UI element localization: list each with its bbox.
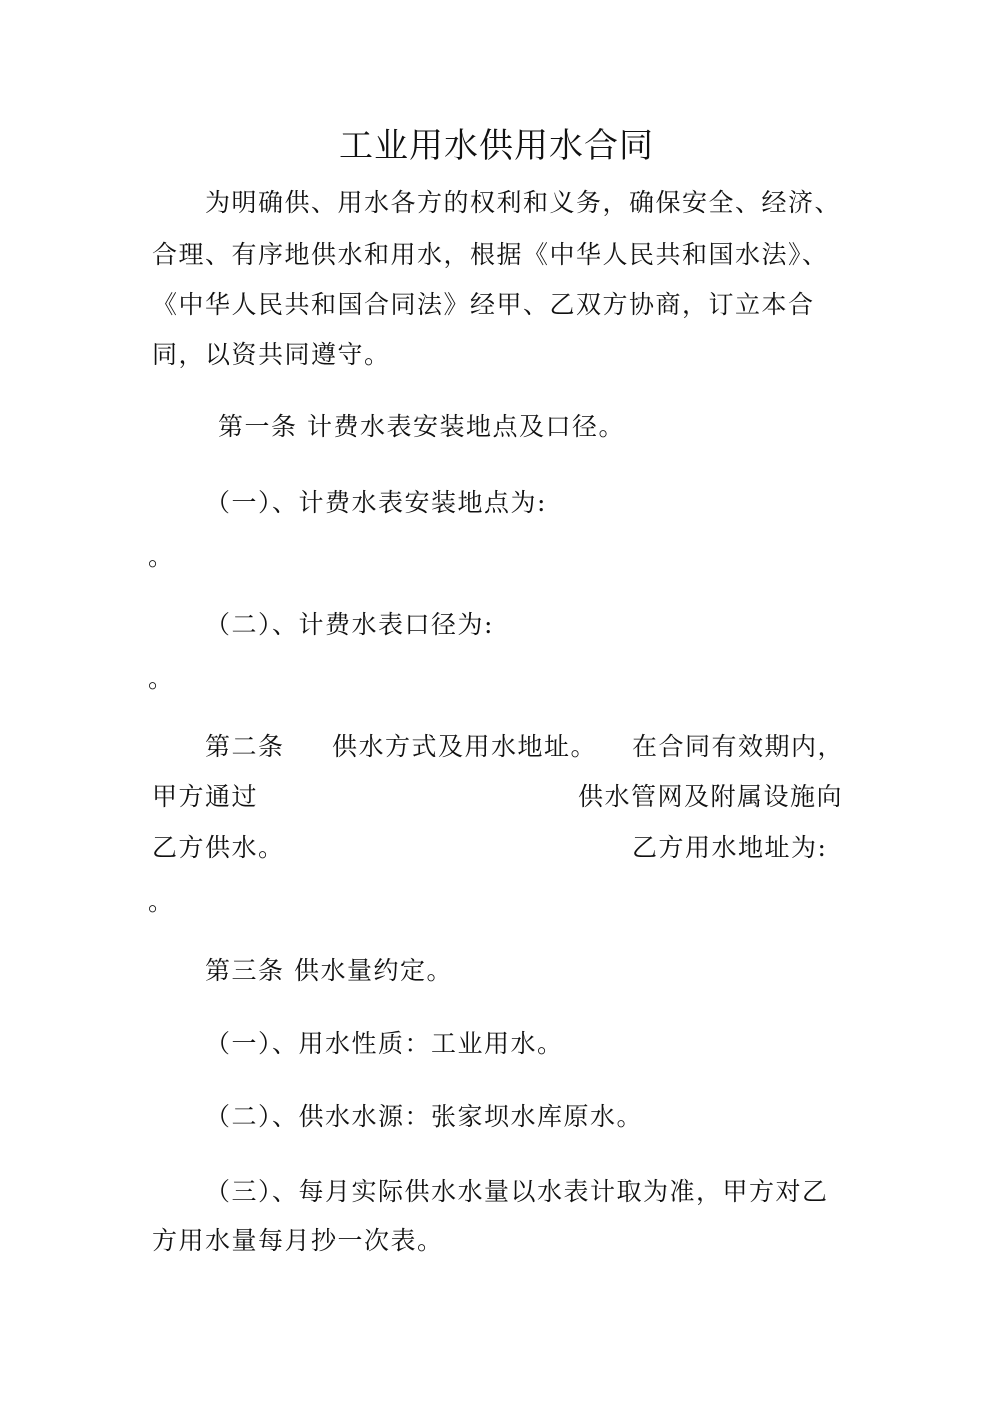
article-2-line-3-start: 乙方供水。 (152, 833, 285, 862)
article-2-line-2-start: 甲方通过 (152, 782, 259, 811)
article-3-heading: 第三条 供水量约定。 (205, 956, 453, 985)
article-2-line-3-end: 乙方用水地址为: (632, 833, 828, 862)
intro-line-1: 为明确供、用水各方的权利和义务，确保安全、经济、 (205, 188, 842, 217)
article-2-title: 供水方式及用水地址。 (332, 732, 598, 761)
article-2-sentence-start: 在合同有效期内， (632, 732, 845, 761)
article-3-item-3-line-1: （三）、每月实际供水水量以水表计取为准，甲方对乙 (205, 1177, 829, 1206)
article-1-item-2-end: 。 (148, 664, 175, 693)
intro-line-4: 同，以资共同遵守。 (152, 340, 391, 369)
article-1-item-1-end: 。 (148, 542, 175, 571)
article-2-line-2-end: 供水管网及附属设施向 (578, 782, 844, 811)
article-2-heading: 第二条 (205, 732, 285, 761)
article-3-item-3-line-2: 方用水量每月抄一次表。 (152, 1226, 444, 1255)
article-3-item-2: （二）、供水水源：张家坝水库原水。 (205, 1102, 644, 1131)
article-3-item-1: （一）、用水性质：工业用水。 (205, 1029, 564, 1058)
intro-line-3: 《中华人民共和国合同法》经甲、乙双方协商，订立本合 (152, 290, 815, 319)
document-title: 工业用水供用水合同 (339, 126, 654, 166)
article-2-end: 。 (148, 887, 175, 916)
article-1-item-2: （二）、计费水表口径为: (205, 610, 494, 639)
article-1-heading: 第一条 计费水表安装地点及口径。 (218, 412, 625, 441)
article-1-item-1: （一）、计费水表安装地点为: (205, 488, 547, 517)
intro-line-2: 合理、有序地供水和用水，根据《中华人民共和国水法》、 (152, 240, 829, 269)
